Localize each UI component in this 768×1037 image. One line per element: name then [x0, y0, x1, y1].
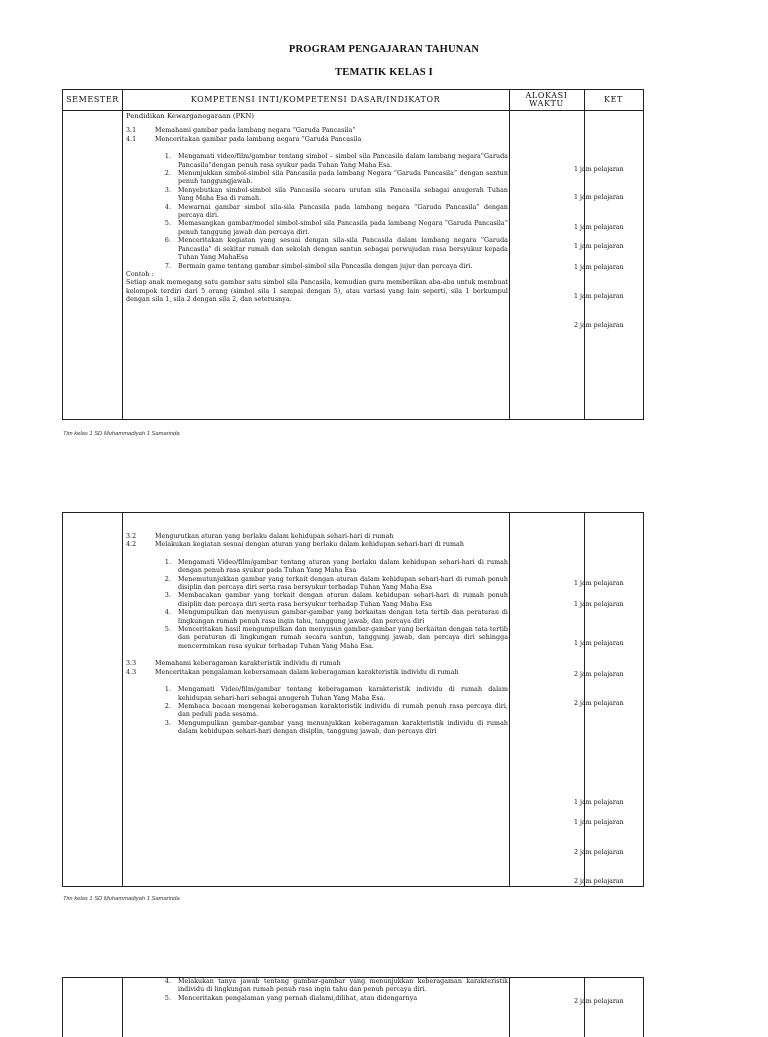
time-allocation: 2 jam pelajaran — [574, 700, 624, 707]
time-allocation: 1 jam pelajaran — [574, 601, 624, 608]
kompetensi-cell-page-2 — [126, 533, 508, 737]
kd-item: 4.1 Menceritakan gambar pada lambang negara “Garuda Pancasila — [126, 135, 362, 143]
kompetensi-cell-page-3 — [126, 978, 508, 1003]
subject-heading: Pendidikan Kewarganegaraan (PKN) — [126, 112, 255, 120]
indicator-item: 4. Melakukan tanya jawab tentang gambar-gambar yang menunjukkan keberagaman karakteristik individu di lingkungan rumah penuh rasa ingin tahu dan penuh percaya diri. — [164, 978, 508, 994]
time-allocation: 1 jam pelajaran — [574, 243, 624, 250]
program-table-page-3 — [62, 977, 644, 1037]
kd-item: 3.1 Memahami gambar pada lambang negara “Garuda Pancasila” — [126, 127, 356, 135]
header-ket: KET — [604, 95, 623, 104]
time-allocation: 1 jam pelajaran — [574, 293, 624, 300]
kd-item: 4.3 Menceritakan pengalaman kebersamaan dalam keberagaman karakteristik individu di rumah — [126, 668, 459, 676]
page-footer: Tim kelas 1 SD Muhammadiyah 1 Samarinda — [63, 431, 180, 437]
indicator-item: 1. Mengamati video/film/gambar tentang simbol – simbol sila Pancasila dalam lambang negara“Garuda Pancasila”dengan penuh rasa syukur pada Tuhan Yang Maha Esa. — [164, 153, 508, 169]
indicator-item: 2. Menemutunjukkan gambar yang terkait dengan aturan dalam kehidupan sehari-hari di rumah penuh disiplin dan percaya diri serta rasa bersyukur terhadap Tuhan Yang Maha Esa — [164, 575, 508, 592]
kd-item: 3.2 Mengurutkan aturan yang berlaku dalam kehidupan sehari-hari di rumah — [126, 533, 394, 540]
time-allocation: 1 jam pelajaran — [574, 224, 624, 231]
indicator-item: 5. Menceritakan hasil mengumpulkan dan menyusun gambar-gambar yang berkaitan dengan tata tertib dan peraturan di lingkungan rumah secara santun, tanggung jawab, dan percaya diri sehingga mencerminkan rasa syukur terhadap Tuhan Yang Maha Esa. — [164, 626, 508, 650]
indicator-item: 1. Mengamati Video/film/gambar tentang keberagaman karakteristik individu di rumah dalam kehidupan sehari-hari sebagai anugerah Tuhan Yang Maha Esa. — [164, 686, 508, 702]
header-semester: SEMESTER — [66, 95, 119, 104]
time-allocation: 1 jam pelajaran — [574, 264, 624, 271]
indicator-item: 4. Mewarnai gambar simbol sila-sila Pancasila pada lambang negara “Garuda Pancasila” dengan percaya diri. — [164, 203, 508, 220]
indicator-item: 5. Memasangkan gambar/model simbol-simbol sila Pancasila pada lambang Negara “Garuda Pancasila” penuh tanggung jawab dan percaya diri. — [164, 220, 508, 236]
time-allocation: 1 jam pelajaran — [574, 819, 624, 826]
header-kompetensi: KOMPETENSI INTI/KOMPETENSI DASAR/INDIKATOR — [190, 95, 441, 104]
time-allocation: 2 jam pelajaran — [574, 849, 624, 856]
indicator-item: 7. Bermain game tentang gambar simbol-simbol sila Pancasila dengan jujur dan percaya diri. — [164, 262, 473, 270]
indicator-item: 1. Mengamati Video/film/gambar tentang aturan yang berlaku dalam kehidupan sehari-hari di rumah dengan penuh rasa syukur pada Tuhan Yang Maha Esa — [164, 558, 508, 575]
indicator-item: 4. Mengumpulkan dan menyusun gambar-gambar yang berkaitan dengan tata tertib dan peraturan di lingkungan rumah penuh rasa ingin tahu, tanggung jawab, dan percaya diri — [164, 609, 508, 625]
indicator-item: 6. Menceritakan kegiatan yang sesuai dengan sila-sila Pancasila dalam lambang negara “Garuda Pancasila” di sekitar rumah dan sekolah dengan santun sebagai perwujudan rasa bersyukur kepada Tuhan Yang MahaEsa — [164, 237, 508, 262]
document-title: PROGRAM PENGAJARAN TAHUNAN — [288, 44, 480, 55]
indicator-item: 3. Mengumpulkan gambar-gambar yang menunjukkan keberagaman karakteristik individu di rumah dalam kehidupan sehari-hari dengan disiplin, tanggung jawab, dan percaya diri — [164, 719, 508, 736]
kd-item: 4.2 Melakukan kegiatan sesuai dengan aturan yang berlaku dalam kehidupan sehari-hari di rumah — [126, 541, 464, 549]
time-allocation: 1 jam pelajaran — [574, 166, 624, 173]
indicator-item: 5. Menceritakan pengalaman yang pernah dialami,dilihat, atau didengarnya — [164, 994, 418, 1002]
header-alokasi-waktu: ALOKASI WAKTU — [525, 91, 568, 108]
example-text: Setiap anak memegang satu gambar satu simbol sila Pancasila, kemudian guru memberikan aba-aba untuk membuat kelompok terdiri dari 5 orang (simbol sila 1 sampai dengan 5), atau variasi yang lain seperti, sila 1 berkumpul dengan sila 1, sila 2 dengan sila 2, dan seterusnya. — [126, 279, 508, 304]
kd-item: 3.3 Memahami keberagaman karakteristik individu di rumah — [126, 660, 341, 668]
time-allocation: 1 jam pelajaran — [574, 799, 624, 806]
time-allocation: 2 jam pelajaran — [574, 671, 624, 678]
indicator-item: 2. Menunjukkan simbol-simbol sila Pancasila pada lambang Negara “Garuda Pancasila” dengan santun penuh tanggungjawab. — [164, 170, 508, 186]
kompetensi-cell-page-1 — [126, 112, 508, 305]
indicator-item: 3. Menyebutkan simbol-simbol sila Pancasila secara urutan sila Pancasila sebagai anugerah Tuhan Yang Maha Esa di rumah. — [164, 186, 508, 203]
page-footer: Tim kelas 1 SD Muhammadiyah 1 Samarinda — [63, 896, 180, 902]
time-allocation: 1 jam pelajaran — [574, 580, 624, 587]
indicator-item: 3. Membacakan gambar yang terkait dengan aturan dalam kehidupan sehari-hari di rumah penuh disiplin dan percaya diri serta rasa bersyukur terhadap Tuhan Yang Maha Esa — [164, 592, 508, 608]
program-table-page-1 — [62, 89, 644, 420]
time-allocation: 1 jam pelajaran — [574, 194, 624, 201]
example-label: Contoh : — [126, 270, 154, 278]
time-allocation: 2 jam pelajaran — [574, 878, 624, 885]
program-table-page-2 — [62, 512, 644, 887]
indicator-item: 2. Membaca bacaan mengenai keberagaman karakteristik individu di rumah penuh rasa percaya diri, dan peduli pada sesama. — [164, 702, 508, 719]
time-allocation: 2 jam pelajaran — [574, 322, 624, 329]
document-subtitle: TEMATIK KELAS I — [335, 67, 433, 78]
time-allocation: 2 jam pelajaran — [574, 998, 624, 1005]
time-allocation: 1 jam pelajaran — [574, 640, 624, 647]
